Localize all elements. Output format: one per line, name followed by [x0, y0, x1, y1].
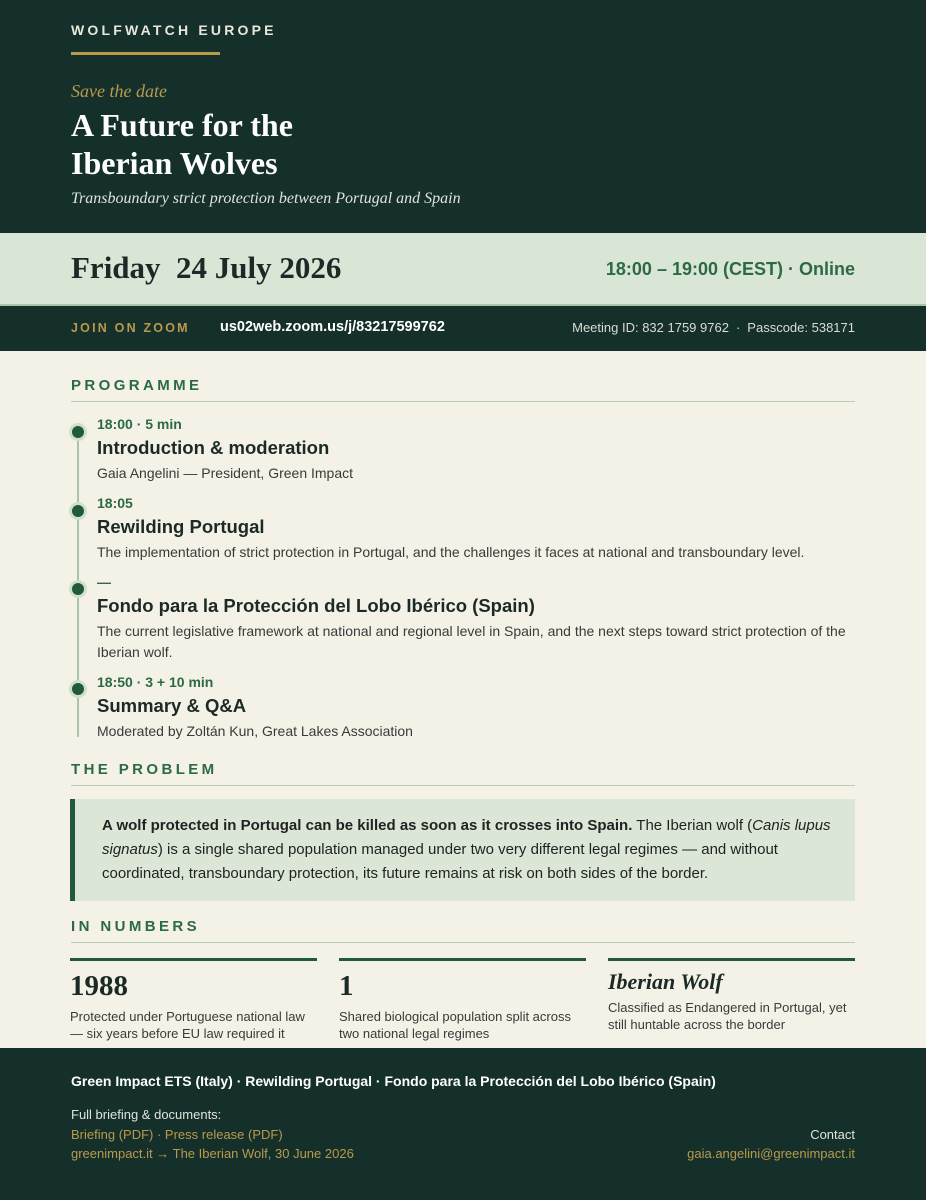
stat-desc: Classified as Endangered in Portugal, yet still huntable across the border	[608, 1000, 847, 1032]
programme-item-time: 18:50 · 3 + 10 min	[97, 674, 214, 690]
timeline-dot	[69, 580, 87, 598]
programme-item	[97, 495, 857, 563]
programme-heading: PROGRAMME	[71, 377, 855, 402]
stat-card	[70, 958, 317, 1042]
timeline-dot	[69, 502, 87, 520]
problem-text-part-2: ) is a single shared population managed under two very different legal regimes — and without coordinated, transboundary protection, its future remains at risk on both sides of the border.	[102, 841, 778, 882]
timeline-dot	[69, 423, 87, 441]
meeting-id: Meeting ID: 832 1759 9762	[572, 320, 729, 335]
programme-item-title: Fondo para la Protección del Lobo Ibérico (Spain)	[97, 595, 535, 616]
title-line-2: Iberian Wolves	[71, 145, 278, 181]
partners-line: Green Impact ETS (Italy) · Rewilding Portugal · Fondo para la Protección del Lobo Ibérico (Spain)	[71, 1073, 716, 1089]
programme-item-time: —	[97, 574, 111, 590]
source-line: greenimpact.it → The Iberian Wolf, 30 June 2026	[71, 1146, 354, 1161]
briefing-label: Full briefing & documents:	[71, 1107, 222, 1122]
footer	[0, 1048, 926, 1200]
problem-heading: THE PROBLEM	[71, 761, 855, 786]
programme-item-desc: Moderated by Zoltán Kun, Great Lakes Association	[97, 723, 413, 739]
date-band	[0, 233, 926, 306]
zoom-link[interactable]: us02web.zoom.us/j/83217599762	[220, 319, 445, 335]
species-name: Canis lupus signatus	[102, 817, 831, 858]
stat-value: 1988	[70, 970, 128, 1002]
problem-text-part-1: The Iberian wolf (	[632, 817, 753, 834]
links-separator: ·	[153, 1127, 165, 1142]
contact-label: Contact	[810, 1127, 855, 1142]
programme-item-desc: The current legislative framework at national and regional level in Spain, and the next steps toward strict protection of the Iberian wolf.	[97, 623, 846, 660]
meeting-passcode: Passcode: 538171	[747, 320, 855, 335]
org-name: WOLFWATCH EUROPE	[71, 22, 277, 38]
kicker-text: Save the date	[71, 81, 167, 101]
meeting-separator: ·	[735, 320, 741, 335]
briefing-pdf-link[interactable]: Briefing (PDF)	[71, 1127, 154, 1142]
zoom-bar	[0, 306, 926, 351]
stat-desc: Protected under Portuguese national law — six years before EU law required it	[70, 1009, 305, 1041]
meeting-details	[572, 320, 855, 335]
programme-item-title: Summary & Q&A	[97, 695, 247, 716]
timeline-dot	[69, 680, 87, 698]
stat-desc: Shared biological population split across two national legal regimes	[339, 1009, 571, 1041]
stat-card	[339, 958, 586, 1042]
org-rule-divider	[71, 52, 220, 55]
title-line-1: A Future for the	[71, 107, 293, 143]
contact-email-link[interactable]: gaia.angelini@greenimpact.it	[687, 1146, 855, 1161]
programme-item-time: 18:05	[97, 495, 133, 511]
zoom-label: JOIN ON ZOOM	[71, 321, 190, 335]
problem-lead: A wolf protected in Portugal can be killed as soon as it crosses into Spain.	[102, 817, 633, 834]
programme-item-time: 18:00 · 5 min	[97, 416, 182, 432]
programme-item	[97, 574, 857, 663]
page-subtitle: Transboundary strict protection between Portugal and Spain	[71, 190, 461, 207]
programme-item-desc: Gaia Angelini — President, Green Impact	[97, 465, 354, 481]
programme-item-title: Introduction & moderation	[97, 437, 330, 458]
event-time-place: 18:00 – 19:00 (CEST) · Online	[605, 259, 855, 279]
page-title	[71, 106, 491, 182]
header	[0, 0, 926, 233]
stat-value: 1	[339, 970, 354, 1002]
programme-item-desc: The implementation of strict protection in Portugal, and the challenges it faces at national and transboundary level.	[97, 544, 805, 560]
briefing-links	[71, 1127, 283, 1142]
stat-card	[608, 958, 855, 1033]
problem-callout	[70, 799, 855, 901]
numbers-heading: IN NUMBERS	[71, 918, 855, 943]
stat-value: Iberian Wolf	[608, 969, 723, 994]
programme-item	[97, 674, 857, 742]
problem-text	[102, 814, 842, 886]
press-release-link[interactable]: Press release (PDF)	[164, 1127, 283, 1142]
programme-item-title: Rewilding Portugal	[97, 516, 265, 537]
event-date: Friday 24 July 2026	[71, 250, 342, 285]
programme-item	[97, 416, 857, 484]
